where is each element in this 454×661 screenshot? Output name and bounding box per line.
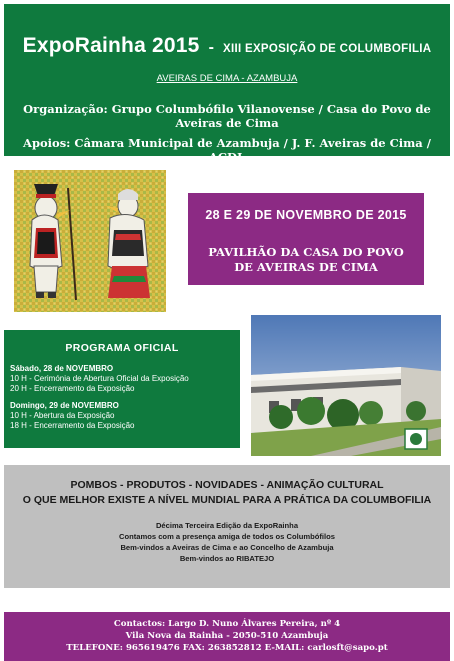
info-tagline: O QUE MELHOR EXISTE A NÍVEL MUNDIAL PARA A PRÁTICA DA COLUMBOFILIA: [22, 494, 432, 506]
schedule-item: 10 H - Abertura da Exposição: [10, 411, 115, 420]
info-line: Bem-vindos a Aveiras de Cima e ao Concelho de Azambuja: [120, 543, 334, 552]
pigeons-artwork: [14, 170, 166, 312]
day-label: Domingo, 29 de NOVEMBRO: [10, 401, 119, 410]
event-subtitle: XIII EXPOSIÇÃO DE COLUMBOFILIA: [223, 43, 432, 55]
organizacao-text: Organização: Grupo Columbófilo Vilanovense / Casa do Povo de Aveiras de Cima: [23, 102, 431, 130]
programa-oficial-box: [4, 330, 240, 448]
event-title: ExpoRainha 2015: [22, 34, 200, 57]
pavilion-photo: [251, 315, 441, 456]
contact-address: Contactos: Largo D. Nuno Álvares Pereira, nº 4: [113, 619, 341, 629]
event-date-box: [188, 193, 424, 285]
info-lines: [4, 520, 450, 564]
info-line: Décima Terceira Edição da ExpoRainha: [155, 521, 299, 530]
schedule-item: 18 H - Encerramento da Exposição: [10, 421, 135, 430]
pavilion-photo-svg: [251, 315, 441, 456]
info-headline: POMBOS - PRODUTOS - NOVIDADES - ANIMAÇÃO CULTURAL: [70, 479, 384, 491]
event-venue: PAVILHÃO DA CASA DO POVO DE AVEIRAS DE CIMA: [208, 245, 404, 274]
pigeons-artwork-svg: [14, 170, 166, 312]
contact-phone-email[interactable]: TELEFONE: 965619476 FAX: 263852812 E-MAIL: carlosft@sapo.pt: [66, 643, 388, 653]
info-line: Bem-vindos ao RIBATEJO: [179, 554, 275, 563]
contact-city: Vila Nova da Rainha - 2050-510 Azambuja: [125, 631, 329, 641]
location-link[interactable]: AVEIRAS DE CIMA - AZAMBUJA: [156, 73, 298, 84]
schedule-item: 20 H - Encerramento da Exposição: [10, 384, 135, 393]
info-box: [4, 465, 450, 588]
day-label: Sábado, 28 de NOVEMBRO: [10, 364, 114, 373]
apoios-text: Apoios: Câmara Municipal de Azambuja / J. F. Aveiras de Cima / ACDL: [23, 136, 431, 164]
info-line: Contamos com a presença amiga de todos os Columbófilos: [118, 532, 336, 541]
title-separator: -: [208, 39, 214, 56]
programa-title: PROGRAMA OFICIAL: [65, 342, 179, 354]
programa-list: [10, 364, 189, 431]
schedule-item: 10 H - Cerimónia de Abertura Oficial da Exposição: [10, 374, 189, 383]
event-dates: 28 E 29 DE NOVEMBRO DE 2015: [205, 208, 407, 222]
header-banner: [4, 4, 450, 164]
contacts-footer: [4, 612, 450, 661]
title-row: [4, 34, 450, 58]
